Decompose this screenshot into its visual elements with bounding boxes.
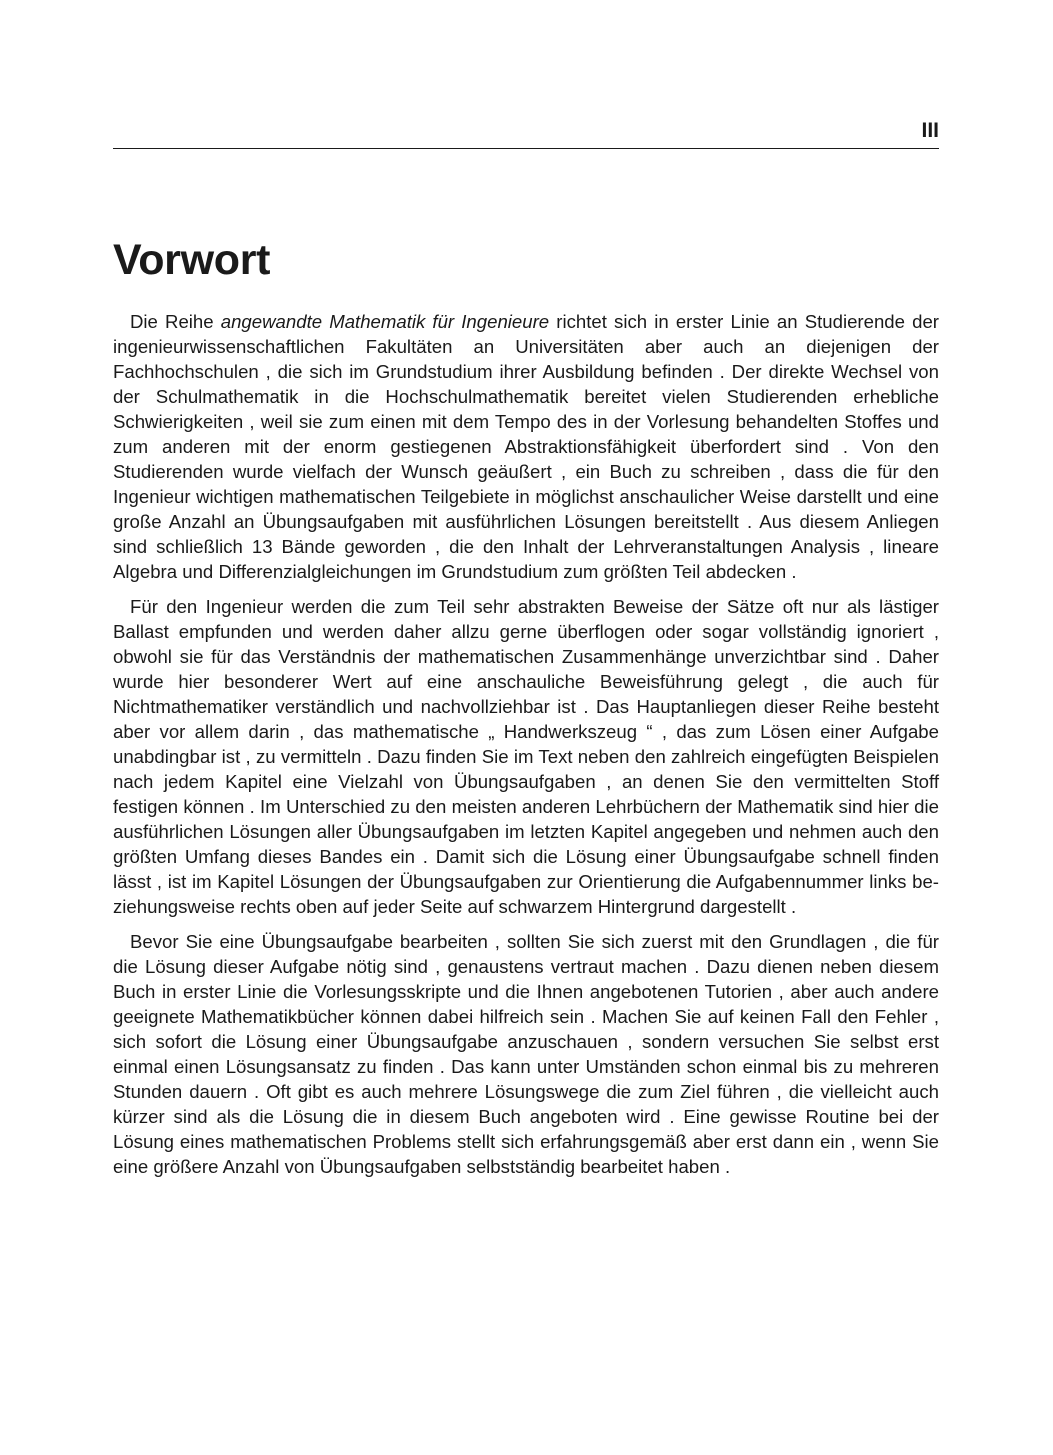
paragraph-2: Für den Ingenieur werden die zum Teil sehr abstrakten Beweise der Sätze oft nur als lästiger Ballast empfunden und werden daher allzu gerne überflogen oder sogar vollständig ignoriert , obwohl sie für das Verständnis der mathematischen Zusammenhänge unverzichtbar sind . Daher wurde hier besonderer Wert auf eine anschauliche Beweisführung gelegt , die auch für Nichtmathematiker verständlich und nachvollziehbar ist . Das Hauptanliegen dieser Reihe besteht aber vor allem darin , das mathematische „ Handwerkszeug “ , das zum Lösen einer Aufgabe unabdingbar ist , zu vermitteln . Dazu finden Sie im Text neben den zahlreich eingefügten Beispielen nach jedem Kapitel eine Vielzahl von Übungsaufgaben , an denen Sie den vermittelten Stoff festigen können . Im Unterschied zu den meisten anderen Lehrbüchern der Mathematik sind hier die ausführlichen Lösungen aller Übungsaufgaben im letzten Kapitel angegeben und nehmen auch den größten Umfang dieses Bandes ein . Damit sich die Lösung einer Übungsaufgabe schnell finden lässt , ist im Kapitel Lösungen der Übungsaufgaben zur Orientierung die Aufgabennummer links beziehungsweise rechts oben auf jeder Seite auf schwarzem Hintergrund dargestellt . — [113, 596, 939, 917]
chapter-title: Vorwort — [113, 236, 271, 284]
series-title: angewandte Mathematik für Ingenieure — [220, 311, 550, 332]
paragraph-3: Bevor Sie eine Übungsaufgabe bearbeiten , sollten Sie sich zuerst mit den Grundlagen , die für die Lösung dieser Aufgabe nötig sind , genaustens vertraut machen . Dazu dienen neben diesem Buch in erster Linie die Vorlesungsskripte und die Ihnen angebotenen Tutorien , aber auch andere geeignete Mathematikbücher können dabei hilfreich sein . Machen Sie auf keinen Fall den Fehler , sich sofort die Lösung einer Übungsaufgabe anzuschauen , sondern versuchen Sie selbst erst einmal einen Lösungsansatz zu finden . Das kann unter Umständen schon einmal bis zu mehreren Stunden dauern . Oft gibt es auch mehrere Lösungswege die zum Ziel führen , die vielleicht auch kürzer sind als die Lösung die in diesem Buch angeboten wird . Eine gewisse Routine bei der Lösung eines mathematischen Problems stellt sich erfahrungsgemäß aber erst dann ein , wenn Sie eine größere Anzahl von Übungsaufgaben selbstständig bearbeitet haben . — [113, 931, 939, 1177]
body-text — [113, 309, 939, 1189]
page-number: III — [921, 119, 939, 142]
paragraph-1 — [113, 309, 939, 584]
paragraph-1-text: richtet sich in erster Linie an Studierende der ingenieurwissenschaftlichen Fakultäten an Universitäten aber auch an diejenigen der Fachhochschulen , die sich im Grundstudium ihrer Ausbildung befinden . Der direkte Wechsel von der Schulmathematik in die Hochschulmathematik bereitet vielen Studierenden erhebliche Schwierigkeiten , weil sie zum einen mit dem Tempo des in der Vorlesung behandelten Stoffes und zum anderen mit der enorm gestiegenen Abstraktionsfähigkeit überfordert sind . Von den Studierenden wurde vielfach der Wunsch geäußert , ein Buch zu schreiben , dass die für den Ingenieur wichtigen mathematischen Teilgebiete in möglichst anschaulicher Weise darstellt und eine große Anzahl an Übungsaufgaben mit ausführlichen Lösungen bereitstellt . Aus diesem Anliegen sind schließlich 13 Bände geworden , die den Inhalt der Lehrveranstaltungen Analysis , lineare Algebra und Differenzialgleichungen im Grundstudium zum größten Teil abdecken . — [113, 311, 939, 582]
running-head — [113, 118, 939, 149]
book-page — [113, 0, 939, 1455]
paragraph-1-intro: Die Reihe — [130, 311, 221, 332]
